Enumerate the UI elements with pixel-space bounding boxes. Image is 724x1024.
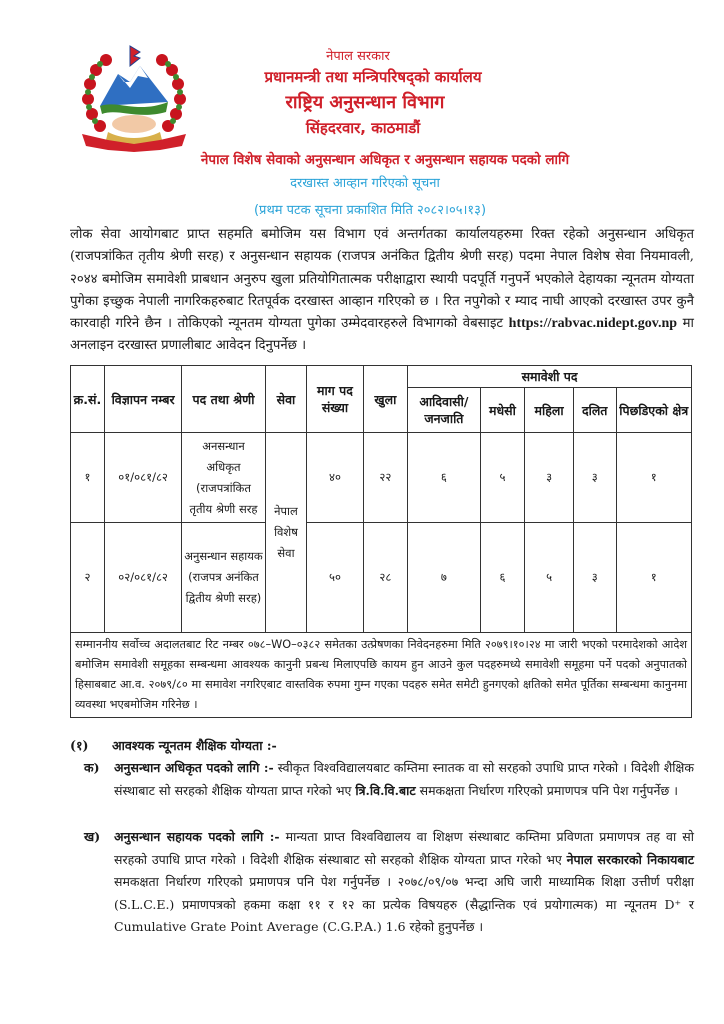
vacancy-table bbox=[70, 365, 692, 718]
cell-dalit: ३ bbox=[573, 433, 616, 523]
header-madhesi: मधेसी bbox=[480, 388, 525, 433]
table-row bbox=[71, 523, 692, 633]
section-title: आवश्यक न्यूनतम शैक्षिक योग्यता :- bbox=[112, 738, 277, 753]
item-bold: नेपाल सरकारको निकायबाट bbox=[566, 851, 694, 867]
location-title: सिंहदरवार, काठमाडौं bbox=[305, 119, 421, 137]
header-post: पद तथा श्रेणी bbox=[182, 366, 265, 433]
intro-text: लोक सेवा आयोगबाट प्राप्त सहमति बमोजिम यस विभाग एवं अन्तर्गतका कार्यालयहरुमा रिक्त रहेको अनुसन्धान अधिकृत (राजपत्रांकित तृतीय श्रेणी सरह) र अनुसन्धान सहायक (राजपत्र अनंकित द्वितीय श्रेणी सरह) पदमा नेपाल विशेष सेवा नियमावली, २०४४ बमोजिम समावेशी प्राबधान अनुरुप खुला प्रतियोगितात्मक परीक्षाद्वारा स्थायी पदपूर्ति गनुपर्ने भएकोले देहायका न्यूनतम योग्यता पुगेका इच्छुक नेपाली नागरिकहरुबाट रितपूर्वक दरखास्त आव्हान गरिएको छ । रित नपुगेको र म्याद नाघी आएको दरखास्त उपर कुनै कारवाही गरिने छैन । तोकिएको न्यूनतम योग्यता पुगेका उम्मेदवारहरुले विभागको वेबसाइट bbox=[70, 227, 694, 332]
publish-date-note: (प्रथम पटक सूचना प्रकाशित मिति २०८२।०५।१३) bbox=[253, 203, 487, 218]
cell-ad-number: ०२/०८१/८२ bbox=[104, 523, 181, 633]
qualification-item-assistant bbox=[84, 826, 694, 939]
application-url-link[interactable]: https://rabvac.nidept.gov.np bbox=[508, 316, 678, 332]
intro-text-end: मा अनलाइन दरखास्त प्रणालीबाट आवेदन दिनुपर्नेछ । bbox=[70, 316, 694, 354]
cell-madhesi: ६ bbox=[480, 523, 525, 633]
cell-open: २२ bbox=[363, 433, 408, 523]
item-text-end: समकक्षता निर्धारण गरिएको प्रमाणपत्र पनि पेश गर्नुपर्नेछ । bbox=[415, 782, 678, 798]
nepal-emblem-icon bbox=[78, 44, 190, 156]
cell-women: ३ bbox=[525, 433, 574, 523]
cell-adivasi: ६ bbox=[408, 433, 481, 523]
header-women: महिला bbox=[525, 388, 574, 433]
item-label: ख) bbox=[84, 829, 101, 844]
header-backward: पिछडिएको क्षेत्र bbox=[616, 388, 692, 433]
cell-demand: ५० bbox=[307, 523, 363, 633]
header-inclusive: समावेशी पद bbox=[408, 366, 692, 388]
item-text-end: समकक्षता निर्धारण गरिएको प्रमाणपत्र पनि पेश गर्नुपर्नेछ । २०७८/०९/०७ भन्दा अघि जारी माध्यामिक शिक्षा उत्तीर्ण परीक्षा (S.L.C.E.) प्रमाणपत्रको हकमा कक्षा ११ र १२ का प्रत्येक विषयहरु (सैद्धान्तिक एवं प्रयोगात्मक) मा न्यूनतम D⁺ र Cumulative Grate Point Average (C.G.P.A.) 1.6 रहेको हुनुपर्नेछ । bbox=[114, 874, 694, 934]
table-row bbox=[71, 433, 692, 523]
item-label: क) bbox=[84, 760, 100, 775]
cell-women: ५ bbox=[525, 523, 574, 633]
cell-open: २८ bbox=[363, 523, 408, 633]
cell-backward: १ bbox=[616, 523, 692, 633]
header-sn: क्र.सं. bbox=[71, 366, 105, 433]
item-heading: अनुसन्धान अधिकृत पदको लागि :- bbox=[114, 760, 274, 775]
intro-paragraph bbox=[70, 224, 694, 358]
header-adivasi: आदिवासी/ जनजाति bbox=[408, 388, 481, 433]
cell-madhesi: ५ bbox=[480, 433, 525, 523]
section-number: (१) bbox=[70, 738, 89, 753]
header-open: खुला bbox=[363, 366, 408, 433]
header-demand: माग पद संख्या bbox=[307, 366, 363, 433]
qualification-item-officer bbox=[84, 757, 694, 802]
item-text: मान्यता प्राप्त विश्वविद्यालय वा शिक्षण संस्थाबाट कम्तिमा प्रविणता प्रमाणपत्र तह वा सो सरहको उपाधि प्राप्त गरेको । विदेशी शैक्षिक संस्थाबाट सो सरहको शैक्षिक योग्यता प्राप्त गरेको भए bbox=[114, 829, 694, 867]
notice-title: दरखास्त आव्हान गरिएको सूचना bbox=[290, 176, 440, 191]
item-text: स्वीकृत विश्वविद्यालयबाट कम्तिमा स्नातक वा सो सरहको उपाधि प्राप्त गरेको । विदेशी शैक्षिक संस्थाबाट सो सरहको शैक्षिक योग्यता प्राप्त गरेको भए bbox=[114, 760, 694, 798]
cell-ad-number: ०१/०८१/८२ bbox=[104, 433, 181, 523]
cell-sn: १ bbox=[71, 433, 105, 523]
header-service: सेवा bbox=[265, 366, 307, 433]
notice-subject: नेपाल विशेष सेवाको अनुसन्धान अधिकृत र अनुसन्धान सहायक पदको लागि bbox=[200, 152, 570, 168]
cell-sn: २ bbox=[71, 523, 105, 633]
cell-post: अनसन्धान अधिकृत (राजपत्रांकित तृतीय श्रेणी सरह bbox=[182, 433, 265, 523]
cell-adivasi: ७ bbox=[408, 523, 481, 633]
cell-dalit: ३ bbox=[573, 523, 616, 633]
header-ad-number: विज्ञापन नम्बर bbox=[104, 366, 181, 433]
cell-service: नेपाल विशेष सेवा bbox=[265, 433, 307, 633]
item-bold: त्रि.वि.वि.बाट bbox=[355, 782, 416, 798]
header-dalit: दलित bbox=[573, 388, 616, 433]
department-title: राष्ट्रिय अनुसन्धान विभाग bbox=[285, 92, 445, 113]
item-heading: अनुसन्धान सहायक पदको लागि :- bbox=[114, 829, 280, 844]
cell-post: अनुसन्धान सहायक (राजपत्र अनंकित द्वितीय श्रेणी सरह) bbox=[182, 523, 265, 633]
cell-backward: १ bbox=[616, 433, 692, 523]
office-title: प्रधानमन्त्री तथा मन्त्रिपरिषद्को कार्यालय bbox=[264, 68, 482, 86]
government-title: नेपाल सरकार bbox=[326, 49, 390, 64]
cell-demand: ४० bbox=[307, 433, 363, 523]
table-footnote: सम्माननीय सर्वोच्च अदालतबाट रिट नम्बर ०७८–WO–०३८२ समेतका उत्प्रेषणका निवेदनहरुमा मिति २०७९।१०।२४ मा जारी भएको परमादेशको आदेश बमोजिम समावेशी समूहका सम्बन्धमा आवश्यक कानुनी प्रबन्ध मिलाएपछि कायम हुन आउने कुल पदहरुमध्ये समावेशी समूहमा पर्ने पदको अनुपातको हिसाबबाट आ.व. २०७९/८० मा समावेश नगरिएबाट वास्तविक रुपमा गुम्न गएका पदहरु समेत समेटी हुनगएको क्षतिको समेत पूर्तिका सम्बन्धमा कानुनमा व्यवस्था भएबमोजिम गरिनेछ । bbox=[71, 633, 692, 718]
